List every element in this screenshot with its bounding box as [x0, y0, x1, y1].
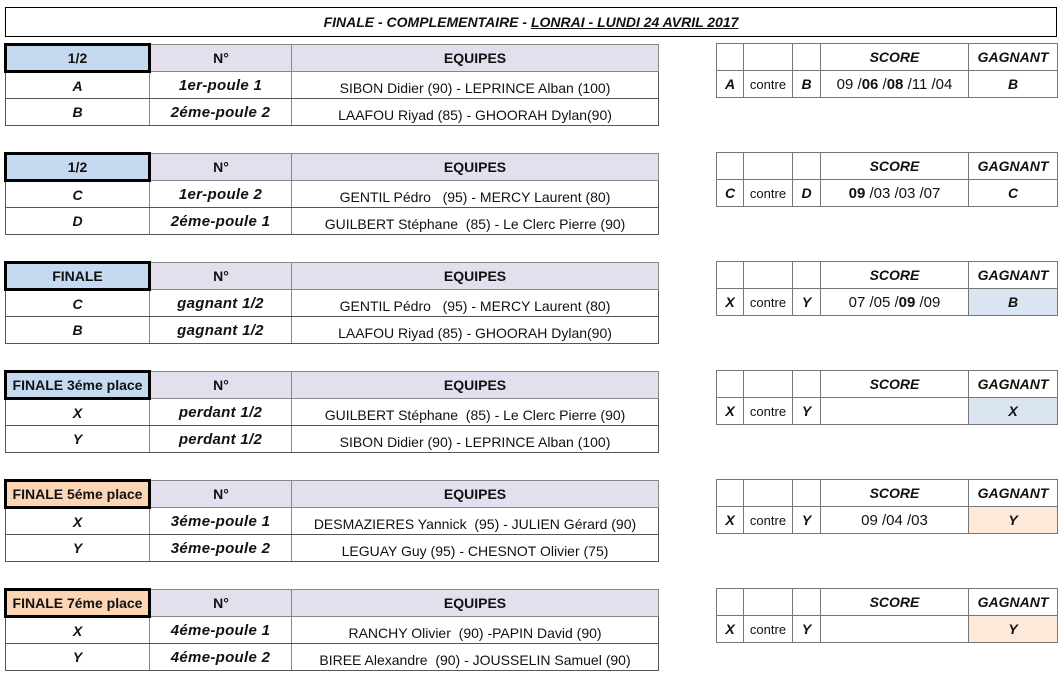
match-score	[821, 398, 969, 425]
match-left: X	[717, 289, 744, 316]
teams-table	[4, 370, 659, 453]
score-column-header: SCORE	[821, 262, 969, 289]
score-header-row	[717, 589, 1058, 616]
match-section	[0, 152, 1064, 234]
team-row	[6, 317, 659, 344]
score-header-row	[717, 371, 1058, 398]
team-row	[6, 508, 659, 535]
match-winner: X	[969, 398, 1058, 425]
teams-column-header: EQUIPES	[292, 372, 659, 399]
teams-table	[4, 152, 659, 235]
winner-column-header: GAGNANT	[969, 371, 1058, 398]
match-versus: contre	[744, 71, 793, 98]
score-table	[716, 152, 1058, 207]
team-key: D	[6, 208, 150, 235]
match-section	[0, 588, 1064, 670]
match-row	[717, 289, 1058, 316]
teams-header-row	[6, 154, 659, 181]
team-seed: gagnant 1/2	[150, 317, 292, 344]
round-label: 1/2	[6, 154, 150, 181]
match-left: X	[717, 507, 744, 534]
score-column-header: SCORE	[821, 371, 969, 398]
score-segment: /03 /03 /07	[865, 184, 941, 202]
team-row	[6, 617, 659, 644]
team-names: DESMAZIERES Yannick (95) - JULIEN Gérard (90)	[292, 508, 659, 535]
teams-column-header: EQUIPES	[292, 45, 659, 72]
match-right: Y	[793, 507, 821, 534]
team-key: A	[6, 72, 150, 99]
teams-table	[4, 43, 659, 126]
team-key: X	[6, 508, 150, 535]
match-right: Y	[793, 289, 821, 316]
match-left: C	[717, 180, 744, 207]
match-versus: contre	[744, 289, 793, 316]
score-segment: /	[853, 75, 862, 93]
team-names: GUILBERT Stéphane (85) - Le Clerc Pierre (90)	[292, 399, 659, 426]
score-column-header: SCORE	[821, 589, 969, 616]
team-row	[6, 99, 659, 126]
round-label: FINALE 3éme place	[6, 372, 150, 399]
team-seed: 2éme-poule 1	[150, 208, 292, 235]
teams-column-header: EQUIPES	[292, 590, 659, 617]
team-key: C	[6, 181, 150, 208]
match-section	[0, 261, 1064, 343]
team-seed: 2éme-poule 2	[150, 99, 292, 126]
team-seed: perdant 1/2	[150, 426, 292, 453]
score-segment: 09	[848, 184, 866, 202]
winner-column-header: GAGNANT	[969, 480, 1058, 507]
score-column-header: SCORE	[821, 44, 969, 71]
match-versus: contre	[744, 180, 793, 207]
title-prefix: FINALE - COMPLEMENTAIRE -	[323, 14, 531, 30]
round-label: FINALE 7éme place	[6, 590, 150, 617]
team-names: GENTIL Pédro (95) - MERCY Laurent (80)	[292, 181, 659, 208]
score-segment: 09 /04 /03	[861, 511, 928, 529]
match-winner: C	[969, 180, 1058, 207]
team-names: SIBON Didier (90) - LEPRINCE Alban (100)	[292, 72, 659, 99]
teams-column-header: EQUIPES	[292, 154, 659, 181]
team-row	[6, 181, 659, 208]
score-table	[716, 43, 1058, 98]
match-score	[821, 507, 969, 534]
team-names: LAAFOU Riyad (85) - GHOORAH Dylan(90)	[292, 99, 659, 126]
seed-column-header: N°	[150, 154, 292, 181]
match-row	[717, 398, 1058, 425]
teams-table	[4, 479, 659, 562]
score-table	[716, 370, 1058, 425]
score-table	[716, 479, 1058, 534]
team-row	[6, 644, 659, 671]
seed-column-header: N°	[150, 481, 292, 508]
match-left: A	[717, 71, 744, 98]
team-names: GENTIL Pédro (95) - MERCY Laurent (80)	[292, 290, 659, 317]
seed-column-header: N°	[150, 590, 292, 617]
match-row	[717, 507, 1058, 534]
team-seed: 3éme-poule 1	[150, 508, 292, 535]
score-column-header: SCORE	[821, 480, 969, 507]
team-key: C	[6, 290, 150, 317]
teams-header-row	[6, 481, 659, 508]
team-key: Y	[6, 644, 150, 671]
match-right: Y	[793, 616, 821, 643]
round-label: FINALE	[6, 263, 150, 290]
team-row	[6, 72, 659, 99]
team-names: SIBON Didier (90) - LEPRINCE Alban (100)	[292, 426, 659, 453]
score-header-row	[717, 44, 1058, 71]
team-seed: perdant 1/2	[150, 399, 292, 426]
match-winner: Y	[969, 616, 1058, 643]
score-table	[716, 261, 1058, 316]
match-section	[0, 370, 1064, 452]
match-left: X	[717, 616, 744, 643]
seed-column-header: N°	[150, 372, 292, 399]
team-key: X	[6, 399, 150, 426]
score-header-row	[717, 262, 1058, 289]
team-seed: 1er-poule 1	[150, 72, 292, 99]
match-section	[0, 479, 1064, 561]
teams-table	[4, 588, 659, 671]
winner-column-header: GAGNANT	[969, 153, 1058, 180]
match-score	[821, 289, 969, 316]
score-segment: 09	[836, 75, 854, 93]
match-right: Y	[793, 398, 821, 425]
page-title	[5, 7, 1057, 37]
team-seed: 1er-poule 2	[150, 181, 292, 208]
score-segment: 06	[861, 75, 879, 93]
team-seed: 4éme-poule 2	[150, 644, 292, 671]
teams-header-row	[6, 372, 659, 399]
team-names: BIREE Alexandre (90) - JOUSSELIN Samuel (90)	[292, 644, 659, 671]
match-score	[821, 616, 969, 643]
team-row	[6, 426, 659, 453]
team-row	[6, 399, 659, 426]
team-key: B	[6, 99, 150, 126]
seed-column-header: N°	[150, 45, 292, 72]
round-label: FINALE 5éme place	[6, 481, 150, 508]
winner-column-header: GAGNANT	[969, 589, 1058, 616]
match-versus: contre	[744, 398, 793, 425]
match-versus: contre	[744, 616, 793, 643]
team-seed: 3éme-poule 2	[150, 535, 292, 562]
match-winner: B	[969, 289, 1058, 316]
teams-column-header: EQUIPES	[292, 481, 659, 508]
match-winner: Y	[969, 507, 1058, 534]
title-location-date: LONRAI - LUNDI 24 AVRIL 2017	[530, 14, 739, 30]
teams-column-header: EQUIPES	[292, 263, 659, 290]
score-table	[716, 588, 1058, 643]
team-row	[6, 208, 659, 235]
match-section	[0, 43, 1064, 125]
match-right: D	[793, 180, 821, 207]
score-header-row	[717, 480, 1058, 507]
team-row	[6, 535, 659, 562]
match-right: B	[793, 71, 821, 98]
round-label: 1/2	[6, 45, 150, 72]
team-key: Y	[6, 535, 150, 562]
score-segment: 07 /05 /	[848, 293, 899, 311]
match-row	[717, 616, 1058, 643]
winner-column-header: GAGNANT	[969, 262, 1058, 289]
team-names: GUILBERT Stéphane (85) - Le Clerc Pierre (90)	[292, 208, 659, 235]
score-segment: /11 /04	[903, 75, 953, 93]
score-segment: 09	[898, 293, 916, 311]
score-segment: /	[878, 75, 887, 93]
score-header-row	[717, 153, 1058, 180]
match-row	[717, 71, 1058, 98]
match-left: X	[717, 398, 744, 425]
match-versus: contre	[744, 507, 793, 534]
winner-column-header: GAGNANT	[969, 44, 1058, 71]
team-names: LEGUAY Guy (95) - CHESNOT Olivier (75)	[292, 535, 659, 562]
team-names: LAAFOU Riyad (85) - GHOORAH Dylan(90)	[292, 317, 659, 344]
match-winner: B	[969, 71, 1058, 98]
match-row	[717, 180, 1058, 207]
match-score	[821, 180, 969, 207]
team-key: X	[6, 617, 150, 644]
teams-header-row	[6, 263, 659, 290]
score-segment: /09	[915, 293, 941, 311]
team-key: B	[6, 317, 150, 344]
team-key: Y	[6, 426, 150, 453]
team-seed: gagnant 1/2	[150, 290, 292, 317]
teams-header-row	[6, 45, 659, 72]
teams-header-row	[6, 590, 659, 617]
team-row	[6, 290, 659, 317]
team-seed: 4éme-poule 1	[150, 617, 292, 644]
match-score	[821, 71, 969, 98]
score-segment: 08	[886, 75, 904, 93]
team-names: RANCHY Olivier (90) -PAPIN David (90)	[292, 617, 659, 644]
seed-column-header: N°	[150, 263, 292, 290]
teams-table	[4, 261, 659, 344]
score-column-header: SCORE	[821, 153, 969, 180]
